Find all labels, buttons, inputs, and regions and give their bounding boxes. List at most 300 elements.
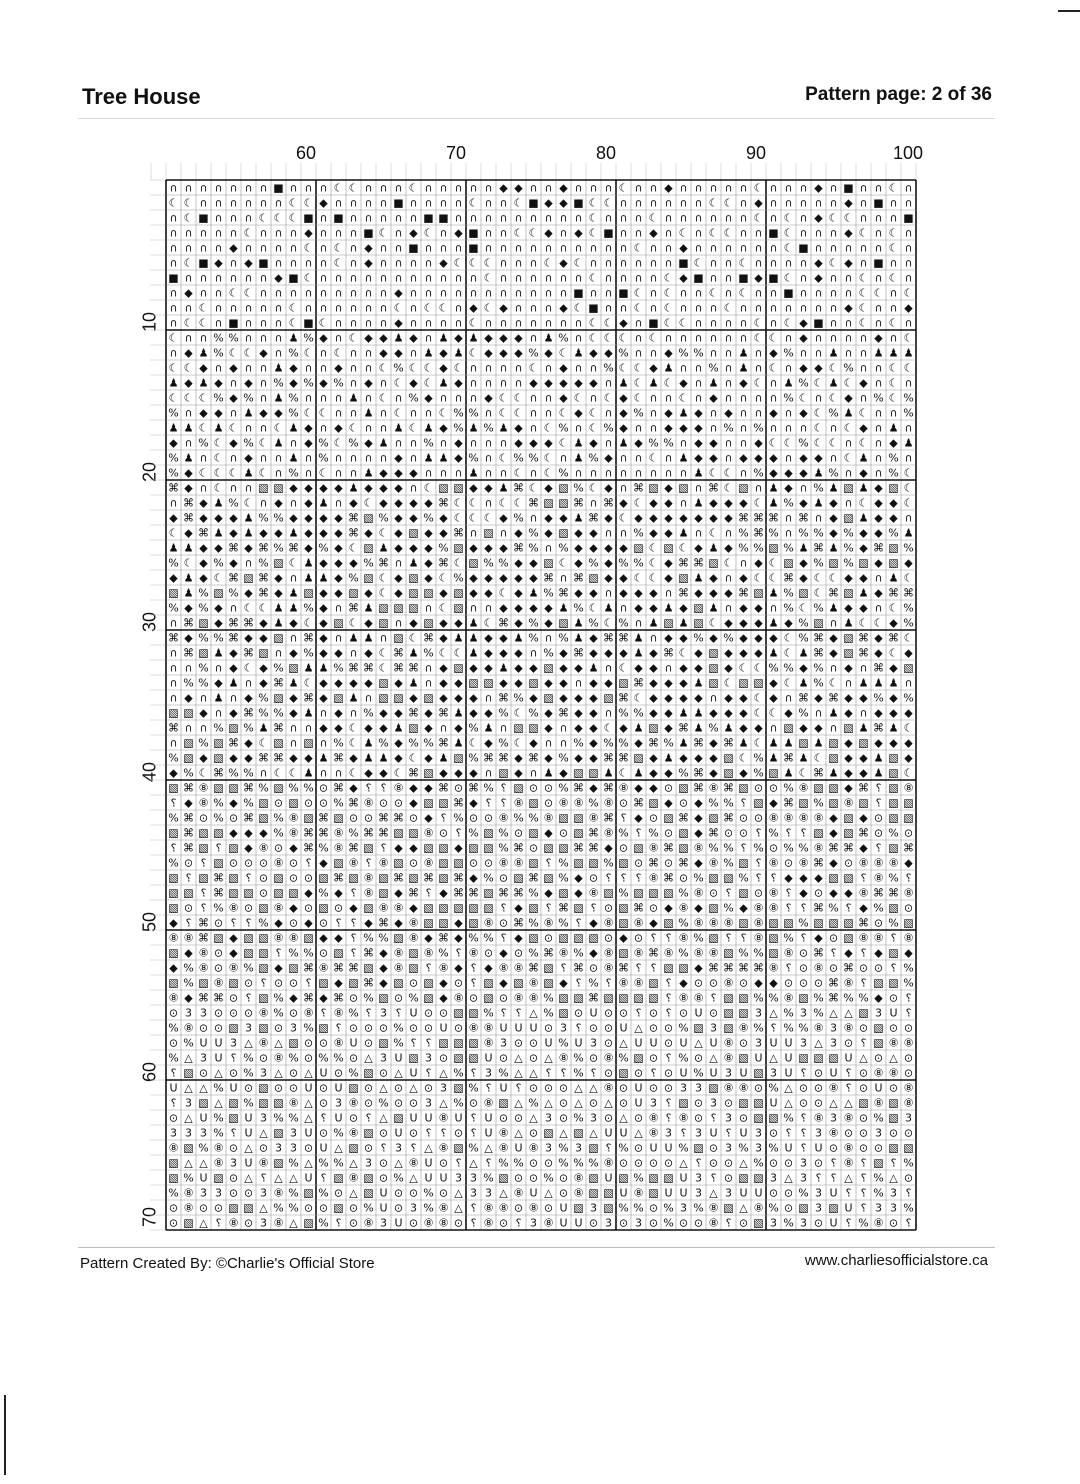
- svg-text:◆: ◆: [679, 422, 688, 435]
- svg-text:∩: ∩: [514, 377, 522, 390]
- svg-text:◆: ◆: [334, 572, 343, 585]
- svg-text:∩: ∩: [484, 452, 492, 465]
- svg-text:♟: ♟: [739, 347, 749, 360]
- svg-text:♟: ♟: [814, 737, 824, 750]
- svg-text:◆: ◆: [364, 677, 373, 690]
- svg-text:▧: ▧: [588, 572, 598, 585]
- svg-text:∩: ∩: [739, 197, 747, 210]
- svg-text:⑧: ⑧: [694, 917, 704, 930]
- svg-text:◆: ◆: [694, 827, 703, 840]
- svg-text:⑧: ⑧: [724, 977, 734, 990]
- svg-text:◆: ◆: [799, 317, 808, 330]
- svg-text:⸮: ⸮: [846, 1217, 852, 1230]
- svg-text:⊙: ⊙: [364, 1082, 373, 1095]
- svg-text:%: %: [213, 902, 223, 915]
- svg-text:%: %: [753, 542, 763, 555]
- svg-text:⌘: ⌘: [663, 842, 674, 855]
- svg-text:◆: ◆: [469, 767, 478, 780]
- svg-text:▧: ▧: [678, 1097, 688, 1110]
- svg-text:☾: ☾: [214, 467, 224, 480]
- svg-text:◆: ◆: [859, 572, 868, 585]
- svg-text:△: △: [634, 1022, 643, 1035]
- svg-text:%: %: [228, 497, 238, 510]
- svg-text:⸮: ⸮: [501, 1007, 507, 1020]
- svg-text:∩: ∩: [259, 242, 267, 255]
- svg-text:%: %: [663, 1217, 673, 1230]
- svg-text:∩: ∩: [559, 212, 567, 225]
- svg-text:◆: ◆: [724, 587, 733, 600]
- svg-text:▧: ▧: [723, 947, 733, 960]
- svg-text:⸮: ⸮: [366, 1112, 372, 1125]
- svg-text:⑧: ⑧: [229, 902, 239, 915]
- svg-text:☾: ☾: [334, 182, 344, 195]
- svg-text:◆: ◆: [364, 242, 373, 255]
- svg-text:◆: ◆: [394, 752, 403, 765]
- svg-text:⊙: ⊙: [364, 812, 373, 825]
- svg-text:◆: ◆: [244, 257, 253, 270]
- svg-text:▧: ▧: [303, 1217, 313, 1230]
- svg-text:◆: ◆: [499, 542, 508, 555]
- svg-text:∩: ∩: [334, 392, 342, 405]
- svg-text:◆: ◆: [184, 482, 193, 495]
- svg-text:◆: ◆: [334, 707, 343, 720]
- svg-text:☾: ☾: [469, 317, 479, 330]
- svg-text:▧: ▧: [543, 557, 553, 570]
- svg-text:⌘: ⌘: [333, 782, 344, 795]
- svg-text:▧: ▧: [738, 1172, 748, 1185]
- svg-text:▧: ▧: [333, 1172, 343, 1185]
- svg-text:☾: ☾: [559, 557, 569, 570]
- column-label-60: 60: [296, 143, 316, 164]
- svg-text:◆: ◆: [559, 692, 568, 705]
- svg-text:%: %: [498, 842, 508, 855]
- svg-text:U: U: [679, 1172, 687, 1185]
- svg-text:%: %: [303, 602, 313, 615]
- svg-text:⊙: ⊙: [514, 1037, 523, 1050]
- svg-text:%: %: [243, 437, 253, 450]
- svg-text:◆: ◆: [544, 227, 553, 240]
- svg-text:◆: ◆: [829, 512, 838, 525]
- svg-text:◆: ◆: [559, 197, 568, 210]
- svg-text:▧: ▧: [768, 1112, 778, 1125]
- svg-text:▧: ▧: [273, 1157, 283, 1170]
- svg-text:⌘: ⌘: [738, 962, 749, 975]
- svg-text:%: %: [558, 332, 568, 345]
- svg-text:☾: ☾: [184, 197, 194, 210]
- svg-text:⑧: ⑧: [724, 917, 734, 930]
- svg-text:▧: ▧: [483, 842, 493, 855]
- svg-text:⑧: ⑧: [784, 947, 794, 960]
- svg-text:%: %: [453, 1067, 463, 1080]
- svg-text:∩: ∩: [484, 407, 492, 420]
- svg-text:▧: ▧: [648, 1172, 658, 1185]
- svg-text:◆: ◆: [574, 752, 583, 765]
- svg-text:◆: ◆: [394, 887, 403, 900]
- svg-text:⸮: ⸮: [861, 1037, 867, 1050]
- svg-text:◆: ◆: [469, 542, 478, 555]
- svg-text:U: U: [619, 1127, 627, 1140]
- svg-text:⊙: ⊙: [409, 1187, 418, 1200]
- svg-text:◆: ◆: [709, 572, 718, 585]
- svg-text:▧: ▧: [633, 1052, 643, 1065]
- svg-text:3: 3: [695, 1082, 702, 1095]
- svg-text:▧: ▧: [753, 797, 763, 810]
- svg-text:%: %: [873, 1172, 883, 1185]
- svg-text:3: 3: [290, 1142, 297, 1155]
- svg-text:⑧: ⑧: [514, 1187, 524, 1200]
- svg-text:%: %: [348, 1007, 358, 1020]
- svg-text:☾: ☾: [304, 617, 314, 630]
- svg-text:∩: ∩: [214, 707, 222, 720]
- svg-text:♟: ♟: [679, 617, 689, 630]
- svg-text:◆: ◆: [199, 407, 208, 420]
- svg-text:⸮: ⸮: [246, 992, 252, 1005]
- svg-text:%: %: [378, 512, 388, 525]
- svg-text:∩: ∩: [799, 482, 807, 495]
- svg-text:∩: ∩: [889, 407, 897, 420]
- svg-text:◆: ◆: [364, 437, 373, 450]
- svg-text:∩: ∩: [424, 242, 432, 255]
- svg-text:⌘: ⌘: [813, 857, 824, 870]
- svg-text:∩: ∩: [859, 242, 867, 255]
- svg-text:⑧: ⑧: [499, 962, 509, 975]
- svg-text:⊙: ⊙: [724, 827, 733, 840]
- svg-text:3: 3: [170, 1127, 177, 1140]
- svg-text:3: 3: [830, 1022, 837, 1035]
- svg-text:3: 3: [245, 1022, 252, 1035]
- svg-text:☾: ☾: [424, 362, 434, 375]
- svg-text:%: %: [468, 932, 478, 945]
- svg-text:■: ■: [573, 287, 583, 300]
- svg-text:⸮: ⸮: [441, 812, 447, 825]
- svg-text:∩: ∩: [184, 662, 192, 675]
- svg-text:△: △: [184, 1082, 193, 1095]
- svg-text:%: %: [483, 557, 493, 570]
- column-label-100: 100: [893, 143, 923, 164]
- svg-text:∩: ∩: [244, 362, 252, 375]
- svg-text:▧: ▧: [783, 722, 793, 735]
- svg-text:⸮: ⸮: [201, 857, 207, 870]
- svg-text:⊙: ⊙: [889, 1217, 898, 1230]
- svg-text:U: U: [829, 1217, 837, 1230]
- svg-text:△: △: [829, 1007, 838, 1020]
- svg-text:%: %: [558, 872, 568, 885]
- svg-text:◆: ◆: [604, 557, 613, 570]
- svg-text:▧: ▧: [408, 947, 418, 960]
- svg-text:▧: ▧: [768, 932, 778, 945]
- svg-text:◆: ◆: [229, 797, 238, 810]
- svg-text:⑧: ⑧: [259, 1037, 269, 1050]
- svg-text:♟: ♟: [889, 677, 899, 690]
- svg-text:⑧: ⑧: [424, 947, 434, 960]
- svg-text:⌘: ⌘: [453, 887, 464, 900]
- svg-text:∩: ∩: [709, 257, 717, 270]
- svg-text:∩: ∩: [259, 767, 267, 780]
- svg-text:☾: ☾: [859, 227, 869, 240]
- svg-text:◆: ◆: [379, 767, 388, 780]
- svg-text:%: %: [573, 602, 583, 615]
- svg-text:☾: ☾: [259, 212, 269, 225]
- svg-text:3: 3: [290, 1127, 297, 1140]
- svg-text:■: ■: [393, 197, 403, 210]
- svg-text:◆: ◆: [874, 482, 883, 495]
- svg-text:⸮: ⸮: [246, 872, 252, 885]
- svg-text:◆: ◆: [424, 392, 433, 405]
- svg-text:⸮: ⸮: [546, 1067, 552, 1080]
- svg-text:∩: ∩: [649, 632, 657, 645]
- svg-text:∩: ∩: [544, 407, 552, 420]
- svg-text:⊙: ⊙: [214, 962, 223, 975]
- svg-text:■: ■: [438, 212, 448, 225]
- svg-text:U: U: [589, 1007, 597, 1020]
- svg-text:▧: ▧: [378, 617, 388, 630]
- svg-text:◆: ◆: [619, 407, 628, 420]
- svg-text:⊙: ⊙: [694, 1097, 703, 1110]
- svg-text:▧: ▧: [543, 872, 553, 885]
- svg-text:⸮: ⸮: [546, 902, 552, 915]
- svg-text:∩: ∩: [604, 662, 612, 675]
- svg-text:⌘: ⌘: [678, 587, 689, 600]
- svg-text:◆: ◆: [379, 962, 388, 975]
- svg-text:U: U: [709, 1067, 717, 1080]
- svg-text:◆: ◆: [289, 707, 298, 720]
- svg-text:△: △: [694, 1037, 703, 1050]
- svg-text:∩: ∩: [394, 437, 402, 450]
- svg-text:◆: ◆: [289, 752, 298, 765]
- svg-text:%: %: [498, 1067, 508, 1080]
- svg-text:◆: ◆: [874, 947, 883, 960]
- svg-text:%: %: [333, 1127, 343, 1140]
- svg-text:☾: ☾: [814, 572, 824, 585]
- svg-text:%: %: [888, 452, 898, 465]
- svg-text:◆: ◆: [229, 242, 238, 255]
- svg-text:▧: ▧: [678, 782, 688, 795]
- svg-text:∩: ∩: [379, 377, 387, 390]
- svg-text:▧: ▧: [333, 947, 343, 960]
- svg-text:⑧: ⑧: [169, 1142, 179, 1155]
- svg-text:∩: ∩: [874, 302, 882, 315]
- svg-text:%: %: [798, 632, 808, 645]
- svg-text:⊙: ⊙: [334, 1187, 343, 1200]
- svg-text:◆: ◆: [439, 362, 448, 375]
- svg-text:▧: ▧: [483, 527, 493, 540]
- svg-text:■: ■: [768, 227, 778, 240]
- svg-text:∩: ∩: [394, 182, 402, 195]
- svg-text:3: 3: [470, 1172, 477, 1185]
- svg-text:◆: ◆: [679, 272, 688, 285]
- svg-text:▧: ▧: [408, 527, 418, 540]
- svg-text:♟: ♟: [694, 677, 704, 690]
- svg-text:⌘: ⌘: [843, 842, 854, 855]
- svg-text:%: %: [213, 722, 223, 735]
- svg-text:∩: ∩: [604, 302, 612, 315]
- svg-text:∩: ∩: [844, 677, 852, 690]
- svg-text:⊙: ⊙: [409, 1022, 418, 1035]
- svg-text:3: 3: [185, 1127, 192, 1140]
- svg-text:◆: ◆: [844, 392, 853, 405]
- svg-text:⊙: ⊙: [289, 917, 298, 930]
- svg-text:∩: ∩: [364, 317, 372, 330]
- svg-text:▧: ▧: [648, 1187, 658, 1200]
- svg-text:◆: ◆: [544, 617, 553, 630]
- svg-text:☾: ☾: [664, 287, 674, 300]
- svg-text:◆: ◆: [904, 707, 913, 720]
- svg-text:△: △: [619, 1112, 628, 1125]
- svg-text:⌘: ⌘: [768, 512, 779, 525]
- svg-text:⌘: ⌘: [558, 707, 569, 720]
- svg-text:⑧: ⑧: [874, 932, 884, 945]
- svg-text:◆: ◆: [439, 662, 448, 675]
- svg-text:∩: ∩: [274, 257, 282, 270]
- svg-text:⸮: ⸮: [876, 782, 882, 795]
- svg-text:∩: ∩: [769, 242, 777, 255]
- svg-text:3: 3: [485, 1187, 492, 1200]
- svg-text:⊙: ⊙: [634, 932, 643, 945]
- svg-text:◆: ◆: [244, 377, 253, 390]
- svg-text:3: 3: [830, 1037, 837, 1050]
- svg-text:◆: ◆: [259, 632, 268, 645]
- svg-text:∩: ∩: [349, 362, 357, 375]
- svg-text:U: U: [409, 1067, 417, 1080]
- svg-text:☾: ☾: [649, 557, 659, 570]
- svg-text:⑧: ⑧: [289, 1097, 299, 1110]
- svg-text:☾: ☾: [304, 272, 314, 285]
- svg-text:⊙: ⊙: [289, 1082, 298, 1095]
- svg-text:∩: ∩: [664, 242, 672, 255]
- svg-text:◆: ◆: [229, 947, 238, 960]
- svg-text:⌘: ⌘: [333, 872, 344, 885]
- svg-text:⊙: ⊙: [229, 992, 238, 1005]
- svg-text:⊙: ⊙: [409, 1217, 418, 1230]
- svg-text:3: 3: [665, 1127, 672, 1140]
- svg-text:∩: ∩: [724, 242, 732, 255]
- svg-text:▧: ▧: [888, 902, 898, 915]
- svg-text:∩: ∩: [589, 467, 597, 480]
- svg-text:∩: ∩: [574, 422, 582, 435]
- svg-text:⊙: ⊙: [529, 1052, 538, 1065]
- svg-text:⊙: ⊙: [529, 782, 538, 795]
- svg-text:∩: ∩: [754, 362, 762, 375]
- svg-text:⊙: ⊙: [394, 1187, 403, 1200]
- svg-text:⌘: ⌘: [438, 782, 449, 795]
- svg-text:◆: ◆: [649, 512, 658, 525]
- svg-text:◆: ◆: [439, 347, 448, 360]
- svg-text:∩: ∩: [769, 392, 777, 405]
- svg-text:%: %: [573, 1157, 583, 1170]
- svg-text:%: %: [783, 842, 793, 855]
- svg-text:⊙: ⊙: [364, 1097, 373, 1110]
- svg-text:▧: ▧: [483, 992, 493, 1005]
- svg-text:⸮: ⸮: [666, 932, 672, 945]
- svg-text:3: 3: [710, 1022, 717, 1035]
- svg-text:◆: ◆: [889, 437, 898, 450]
- svg-text:▧: ▧: [468, 902, 478, 915]
- svg-text:⌘: ⌘: [363, 977, 374, 990]
- svg-text:▧: ▧: [423, 992, 433, 1005]
- svg-text:◆: ◆: [439, 677, 448, 690]
- svg-text:∩: ∩: [454, 197, 462, 210]
- svg-text:∩: ∩: [859, 212, 867, 225]
- svg-text:⌘: ⌘: [333, 962, 344, 975]
- svg-text:☾: ☾: [799, 602, 809, 615]
- svg-text:∩: ∩: [349, 197, 357, 210]
- svg-text:%: %: [618, 737, 628, 750]
- svg-text:▧: ▧: [273, 872, 283, 885]
- svg-text:☾: ☾: [814, 422, 824, 435]
- svg-text:∩: ∩: [199, 182, 207, 195]
- svg-text:◆: ◆: [544, 527, 553, 540]
- svg-text:%: %: [513, 692, 523, 705]
- svg-text:▧: ▧: [633, 842, 643, 855]
- svg-text:%: %: [483, 872, 493, 885]
- svg-text:⊙: ⊙: [454, 977, 463, 990]
- svg-text:⸮: ⸮: [891, 962, 897, 975]
- svg-text:▧: ▧: [438, 872, 448, 885]
- svg-text:▧: ▧: [648, 887, 658, 900]
- svg-text:▧: ▧: [843, 587, 853, 600]
- svg-text:⌘: ⌘: [468, 782, 479, 795]
- svg-text:∩: ∩: [769, 377, 777, 390]
- svg-text:∩: ∩: [859, 182, 867, 195]
- svg-text:∩: ∩: [544, 182, 552, 195]
- svg-text:▧: ▧: [273, 887, 283, 900]
- svg-text:☾: ☾: [724, 677, 734, 690]
- svg-text:∩: ∩: [844, 272, 852, 285]
- svg-text:⊙: ⊙: [664, 827, 673, 840]
- svg-text:◆: ◆: [484, 737, 493, 750]
- svg-text:♟: ♟: [604, 602, 614, 615]
- svg-text:◆: ◆: [319, 512, 328, 525]
- svg-text:☾: ☾: [844, 377, 854, 390]
- svg-text:⌘: ⌘: [243, 782, 254, 795]
- svg-text:▧: ▧: [168, 1172, 178, 1185]
- svg-text:%: %: [783, 1112, 793, 1125]
- svg-text:%: %: [288, 1157, 298, 1170]
- svg-text:∩: ∩: [319, 392, 327, 405]
- svg-text:∩: ∩: [499, 467, 507, 480]
- svg-text:%: %: [303, 1022, 313, 1035]
- svg-text:◆: ◆: [319, 677, 328, 690]
- svg-text:◆: ◆: [739, 617, 748, 630]
- svg-text:▧: ▧: [198, 872, 208, 885]
- svg-text:▧: ▧: [903, 812, 913, 825]
- svg-text:♟: ♟: [784, 377, 794, 390]
- svg-text:%: %: [678, 1022, 688, 1035]
- svg-text:⊙: ⊙: [589, 872, 598, 885]
- svg-text:⸮: ⸮: [771, 872, 777, 885]
- svg-text:%: %: [183, 1172, 193, 1185]
- svg-text:%: %: [888, 872, 898, 885]
- svg-text:⑧: ⑧: [604, 1082, 614, 1095]
- svg-text:◆: ◆: [394, 707, 403, 720]
- svg-text:◆: ◆: [544, 602, 553, 615]
- svg-text:⊙: ⊙: [859, 1022, 868, 1035]
- svg-text:◆: ◆: [424, 557, 433, 570]
- svg-text:⊙: ⊙: [439, 1007, 448, 1020]
- svg-text:∩: ∩: [844, 467, 852, 480]
- svg-text:∩: ∩: [289, 632, 297, 645]
- svg-text:◆: ◆: [469, 587, 478, 600]
- svg-text:☾: ☾: [904, 467, 914, 480]
- svg-text:◆: ◆: [334, 977, 343, 990]
- svg-text:◆: ◆: [319, 332, 328, 345]
- svg-text:◆: ◆: [664, 692, 673, 705]
- svg-text:◆: ◆: [364, 647, 373, 660]
- svg-text:⊙: ⊙: [904, 1067, 913, 1080]
- svg-text:♟: ♟: [289, 677, 299, 690]
- svg-text:∩: ∩: [199, 692, 207, 705]
- svg-text:△: △: [289, 1217, 298, 1230]
